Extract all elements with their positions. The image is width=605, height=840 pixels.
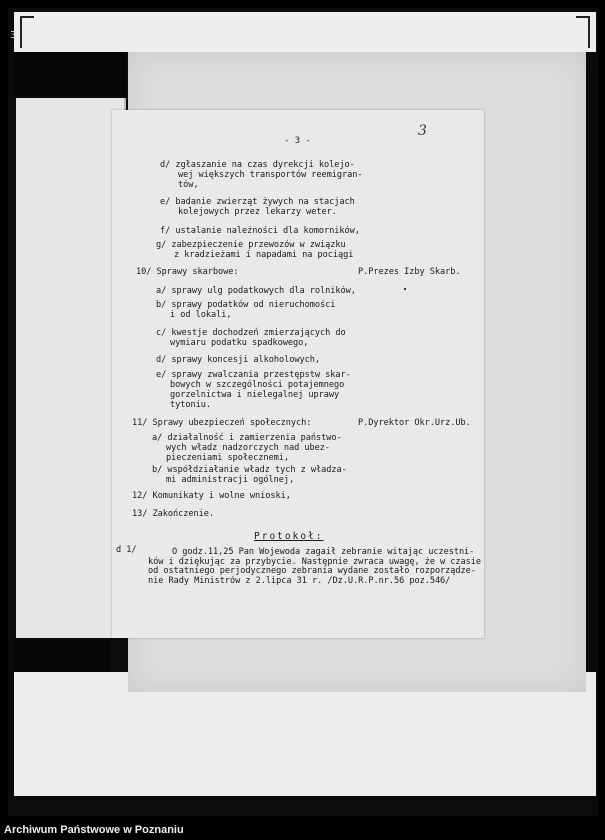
dark-area [14, 52, 126, 96]
agenda-line: wymiaru podatku spadkowego, [170, 338, 309, 348]
agenda-line: gorzelnictwa i nielegalnej uprawy [170, 390, 340, 400]
agenda-line: d/ zgłaszanie na czas dyrekcji kolejo- [160, 160, 355, 170]
protocol-heading: Protokoł: [254, 531, 324, 542]
agenda-line: 10/ Sprawy skarbowe: [136, 267, 239, 277]
agenda-line: i od lokali, [170, 310, 232, 320]
protocol-line: nie Rady Ministrów z 2.lipca 31 r. /Dz.U.R.P.nr.56 poz.546/ [148, 575, 451, 586]
agenda-line: kolejowych przez lekarzy weter. [178, 207, 337, 217]
agenda-line: a/ sprawy ulg podatkowych dla rolników, [156, 286, 356, 296]
agenda-line: g/ zabezpieczenie przewozów w związku [156, 240, 346, 250]
agenda-line: pieczeniami społecznemi, [166, 453, 289, 463]
ink-dot [404, 288, 406, 290]
frame-number: 3 [10, 30, 17, 41]
archive-caption: Archiwum Państwowe w Poznaniu [4, 824, 184, 836]
page-number: - 3 - [284, 136, 311, 146]
agenda-line: wych władz nadzorczych nad ubez- [166, 443, 330, 453]
agenda-line: b/ sprawy podatków od nieruchomości [156, 300, 336, 310]
agenda-line: wej większych transportów reemigran- [178, 170, 363, 180]
agenda-line: e/ sprawy zwalczania przestępstw skar- [156, 370, 351, 380]
agenda-line: bowych w szczególności potajemnego [170, 380, 345, 390]
agenda-line: d/ sprawy koncesji alkoholowych, [156, 355, 320, 365]
agenda-line: z kradzieżami i napadami na pociągi [174, 250, 354, 260]
protocol-margin-label: d 1/ [116, 545, 137, 555]
agenda-line: mi administracji ogólnej, [166, 475, 295, 485]
handwritten-page-number: 3 [418, 123, 427, 139]
agenda-line: f/ ustalanie należności dla komorników, [160, 226, 360, 236]
protocol-line: od ostatniego perjodycznego zebrania wydane zostało rozporządze- [148, 566, 476, 576]
top-film-strip [14, 12, 596, 52]
left-sheet [16, 98, 126, 638]
protocol-line: ków i dziękując za przybycie. Następnie zwraca uwagę, że w czasie [148, 556, 482, 567]
crop-mark-right [576, 16, 590, 48]
responsible-person: P.Prezes Izby Skarb. [358, 267, 461, 277]
agenda-line: e/ badanie zwierząt żywych na stacjach [160, 197, 355, 207]
agenda-line: c/ kwestje dochodzeń zmierzających do [156, 328, 346, 338]
protocol-line: O godz.11,25 Pan Wojewoda zagaił zebranie witając uczestni- [172, 547, 475, 557]
agenda-line: 13/ Zakończenie. [132, 509, 214, 519]
agenda-line: b/ współdziałanie władz tych z władza- [152, 465, 347, 475]
crop-mark-left [20, 16, 34, 48]
agenda-line: 11/ Sprawy ubezpieczeń społecznych: [132, 418, 312, 428]
agenda-line: tów, [178, 180, 199, 190]
dark-area-bottom [14, 640, 110, 672]
agenda-line: tytoniu. [170, 400, 211, 410]
agenda-line: a/ działalność i zamierzenia państwo- [152, 433, 342, 443]
agenda-line: 12/ Komunikaty i wolne wnioski, [132, 491, 291, 501]
responsible-person: P.Dyrektor Okr.Urz.Ub. [358, 418, 471, 428]
